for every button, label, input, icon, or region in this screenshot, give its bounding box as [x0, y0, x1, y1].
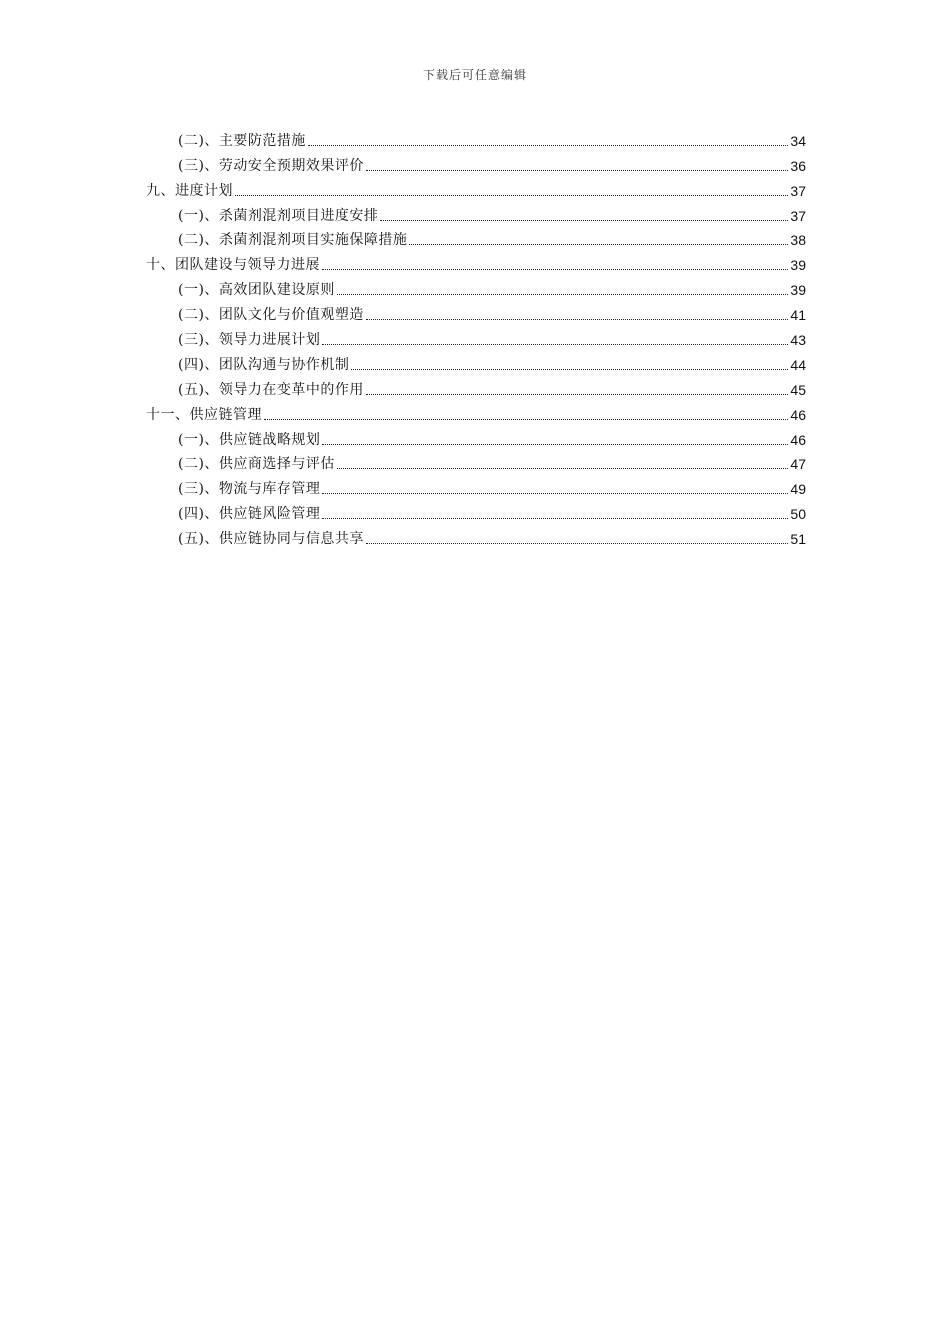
toc-entry[interactable] — [146, 200, 806, 225]
toc-entry[interactable] — [146, 299, 806, 324]
toc-entry[interactable] — [146, 523, 806, 548]
toc-entry-page-number: 44 — [790, 356, 806, 373]
toc-entry[interactable] — [146, 498, 806, 523]
toc-entry[interactable] — [146, 473, 806, 498]
toc-entry-label: 十一、供应链管理 — [146, 406, 262, 423]
page-header: 下载后可任意编辑 — [422, 68, 527, 82]
toc-entry-page-number: 45 — [790, 381, 806, 398]
toc-entry[interactable] — [146, 399, 806, 424]
toc-entry[interactable] — [146, 324, 806, 349]
toc-entry-page-number: 43 — [790, 332, 806, 349]
toc-dot-leader — [351, 369, 788, 370]
toc-entry-page-number: 49 — [790, 481, 806, 498]
toc-entry[interactable] — [146, 125, 806, 150]
toc-entry-label: (四)、团队沟通与协作机制 — [178, 356, 350, 373]
toc-entry-page-number: 46 — [790, 431, 806, 448]
toc-entry[interactable] — [146, 274, 806, 299]
toc-entry-label: (三)、物流与库存管理 — [178, 481, 321, 498]
toc-entry-page-number: 47 — [790, 456, 806, 473]
toc-entry-page-number: 39 — [790, 257, 806, 274]
toc-dot-leader — [366, 170, 788, 171]
toc-entry[interactable] — [146, 249, 806, 274]
toc-entry[interactable] — [146, 150, 806, 175]
toc-entry-page-number: 38 — [790, 232, 806, 249]
toc-entry[interactable] — [146, 175, 806, 200]
toc-entry-label: 十、团队建设与领导力进展 — [146, 257, 320, 274]
toc-entry-label: (三)、领导力进展计划 — [178, 332, 321, 349]
toc-dot-leader — [409, 244, 788, 245]
toc-entry-page-number: 46 — [790, 406, 806, 423]
toc-entry-label: (一)、高效团队建设原则 — [178, 282, 335, 299]
toc-entry[interactable] — [146, 374, 806, 399]
toc-entry-label: (五)、供应链协同与信息共享 — [178, 531, 364, 548]
toc-entry-label: (五)、领导力在变革中的作用 — [178, 381, 364, 398]
toc-entry[interactable] — [146, 225, 806, 250]
toc-entry-page-number: 41 — [790, 307, 806, 324]
toc-entry-page-number: 37 — [790, 182, 806, 199]
toc-dot-leader — [322, 344, 788, 345]
toc-dot-leader — [322, 269, 788, 270]
toc-dot-leader — [264, 419, 788, 420]
toc-entry-label: (二)、杀菌剂混剂项目实施保障措施 — [178, 232, 408, 249]
toc-dot-leader — [337, 468, 788, 469]
toc-entry-label: (一)、杀菌剂混剂项目进度安排 — [178, 207, 379, 224]
toc-entry-page-number: 50 — [790, 506, 806, 523]
toc-dot-leader — [366, 543, 788, 544]
toc-entry-label: (二)、供应商选择与评估 — [178, 456, 335, 473]
toc-entry[interactable] — [146, 349, 806, 374]
toc-dot-leader — [380, 220, 788, 221]
toc-dot-leader — [366, 319, 788, 320]
toc-dot-leader — [308, 145, 788, 146]
toc-entry-page-number: 39 — [790, 282, 806, 299]
toc-dot-leader — [322, 444, 788, 445]
toc-entry[interactable] — [146, 424, 806, 449]
toc-dot-leader — [337, 294, 788, 295]
toc-dot-leader — [322, 518, 788, 519]
toc-dot-leader — [366, 394, 788, 395]
toc-entry-label: (四)、供应链风险管理 — [178, 506, 321, 523]
toc-entry-label: 九、进度计划 — [146, 182, 233, 199]
toc-entry-label: (二)、团队文化与价值观塑造 — [178, 307, 364, 324]
table-of-contents — [146, 125, 806, 548]
toc-entry-label: (二)、主要防范措施 — [178, 132, 306, 149]
toc-entry-page-number: 34 — [790, 132, 806, 149]
toc-entry-label: (三)、劳动安全预期效果评价 — [178, 157, 364, 174]
toc-entry-page-number: 51 — [790, 531, 806, 548]
toc-entry-label: (一)、供应链战略规划 — [178, 431, 321, 448]
toc-entry-page-number: 36 — [790, 157, 806, 174]
toc-dot-leader — [322, 493, 788, 494]
toc-entry-page-number: 37 — [790, 207, 806, 224]
toc-dot-leader — [235, 195, 788, 196]
toc-entry[interactable] — [146, 449, 806, 474]
